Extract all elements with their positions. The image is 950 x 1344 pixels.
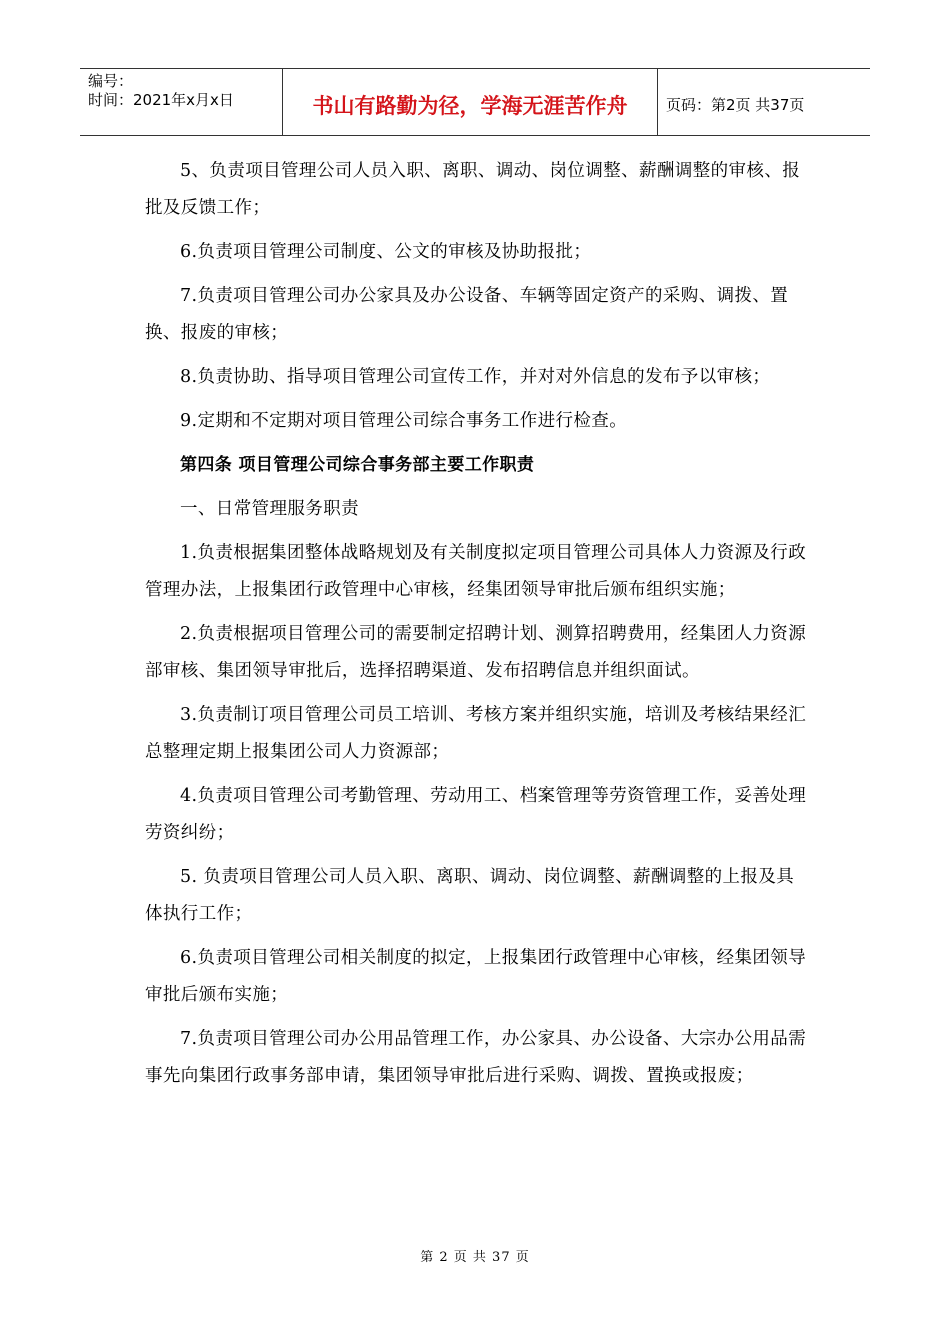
body-paragraph: 9.定期和不定期对项目管理公司综合事务工作进行检查。 xyxy=(180,411,628,431)
document-number-label: 编号： xyxy=(88,72,134,90)
header-motto: 书山有路勤为径，学海无涯苦作舟 xyxy=(282,69,658,135)
body-paragraph: 6.负责项目管理公司制度、公文的审核及协助报批； xyxy=(180,242,592,262)
body-paragraph: 8.负责协助、指导项目管理公司宣传工作，并对对外信息的发布予以审核； xyxy=(180,367,771,387)
header-meta xyxy=(80,69,282,135)
body-paragraph: 一、日常管理服务职责 xyxy=(180,499,359,519)
body-paragraph: 6.负责项目管理公司相关制度的拟定，上报集团行政管理中心审核，经集团领导审批后颁布实施； xyxy=(145,948,807,1005)
body-paragraph: 7.负责项目管理公司办公家具及办公设备、车辆等固定资产的采购、调拨、置换、报废的审核； xyxy=(145,286,789,343)
header-page-info: 页码：第2页 共37页 xyxy=(666,95,805,114)
body-paragraph: 7.负责项目管理公司办公用品管理工作，办公家具、办公设备、大宗办公用品需事先向集团行政事务部申请，集团领导审批后进行采购、调拨、置换或报废； xyxy=(145,1029,807,1086)
document-time-label: 时间：2021年x月x日 xyxy=(88,91,234,109)
body-paragraph: 3.负责制订项目管理公司员工培训、考核方案并组织实施，培训及考核结果经汇总整理定期上报集团公司人力资源部； xyxy=(145,705,807,762)
body-paragraph: 1.负责根据集团整体战略规划及有关制度拟定项目管理公司具体人力资源及行政管理办法，上报集团行政管理中心审核，经集团领导审批后颁布组织实施； xyxy=(145,543,807,600)
body-paragraph: 5. 负责项目管理公司人员入职、离职、调动、岗位调整、薪酬调整的上报及具体执行工作； xyxy=(145,867,795,924)
page-header xyxy=(80,68,870,136)
body-paragraph: 4.负责项目管理公司考勤管理、劳动用工、档案管理等劳资管理工作，妥善处理劳资纠纷； xyxy=(145,786,807,843)
document-body xyxy=(145,153,810,1102)
body-paragraph: 2.负责根据项目管理公司的需要制定招聘计划、测算招聘费用，经集团人力资源部审核、集团领导审批后，选择招聘渠道、发布招聘信息并组织面试。 xyxy=(145,624,807,681)
body-paragraph: 5、负责项目管理公司人员入职、离职、调动、岗位调整、薪酬调整的审核、报批及反馈工作； xyxy=(145,161,801,218)
section-heading: 第四条 项目管理公司综合事务部主要工作职责 xyxy=(180,455,535,475)
page-footer: 第 2 页 共 37 页 xyxy=(420,1250,530,1265)
